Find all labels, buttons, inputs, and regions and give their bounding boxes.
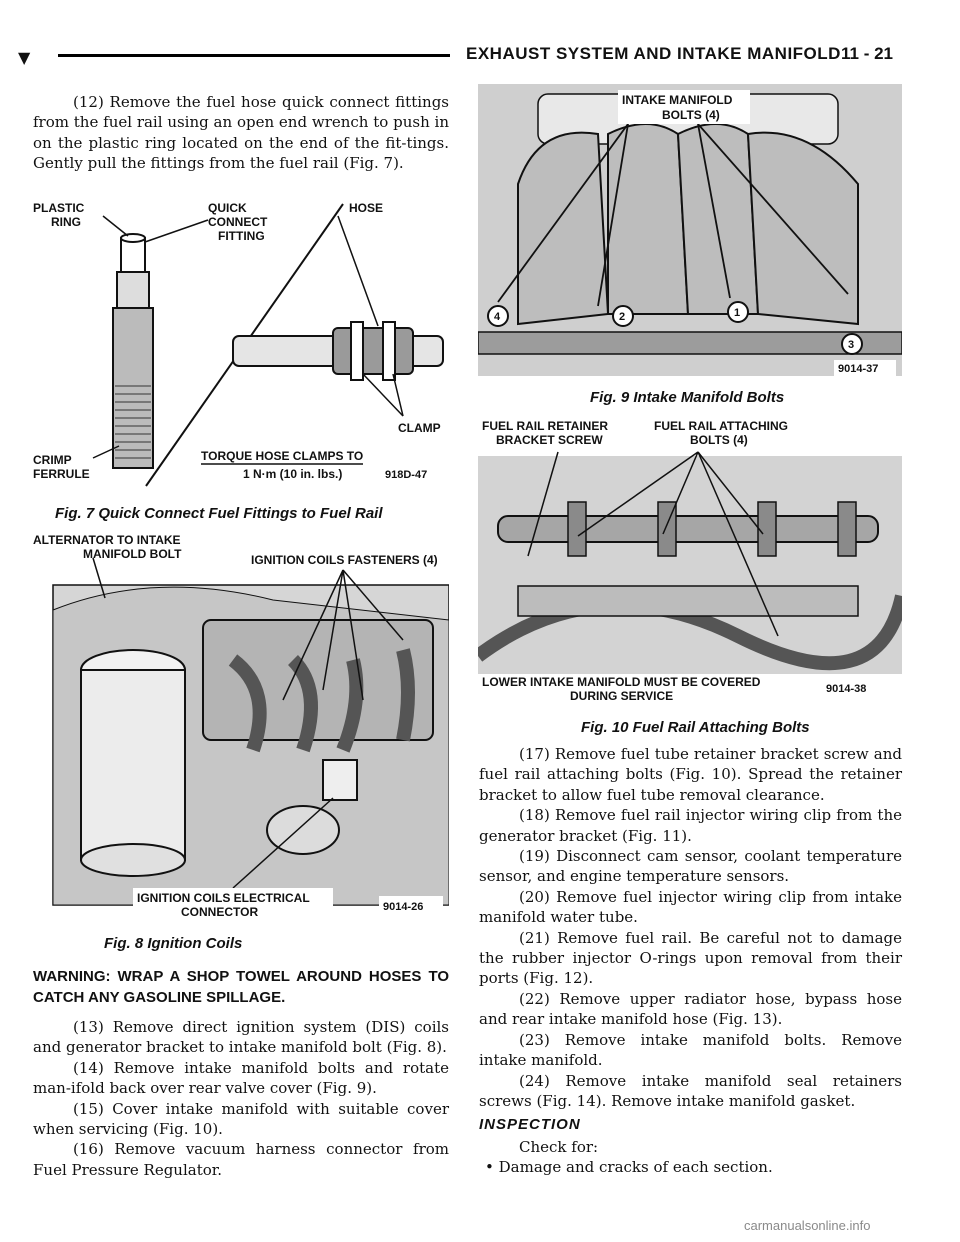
fig8-illustration xyxy=(33,530,449,926)
fig9-figure-id: 9014-37 xyxy=(838,363,879,375)
step-15-text: (15) Cover intake manifold with suitable cover when servicing (Fig. 10). xyxy=(33,1099,449,1139)
fig9-bolt-3: 3 xyxy=(848,339,855,351)
fig10-label-attaching-bolts: BOLTS (4) xyxy=(690,433,748,447)
step-13-text: (13) Remove direct ignition system (DIS) coils and generator bracket to intake manifold bolt (Fig. 8). xyxy=(33,1018,449,1057)
page-number: 11 - 21 xyxy=(841,44,893,63)
step-22-text: (22) Remove upper radiator hose, bypass hose and rear intake manifold hose (Fig. 13). xyxy=(479,989,902,1029)
fig9-bolt-1: 1 xyxy=(734,307,741,319)
step-24-text: (24) Remove intake manifold seal retainers screws (Fig. 14). Remove intake manifold gasket. xyxy=(479,1071,902,1110)
inspection-heading: INSPECTION xyxy=(479,1116,581,1133)
fig7-label-ferrule: FERRULE xyxy=(33,467,90,481)
fig7-label-connect: CONNECT xyxy=(208,215,268,229)
inspection-block xyxy=(479,1137,902,1178)
fig10-label-lower: LOWER INTAKE MANIFOLD MUST BE COVERED xyxy=(482,675,761,689)
fig9-caption: Fig. 9 Intake Manifold Bolts xyxy=(590,389,785,406)
fig7-label-clamp: CLAMP xyxy=(398,421,441,435)
step-21-text: (21) Remove fuel rail. Be careful not to damage the rubber injector O-rings upon removal from their ports (Fig. 12). xyxy=(479,928,902,988)
left-steps-block xyxy=(33,1017,449,1180)
header-rule xyxy=(58,54,450,57)
fig7-caption: Fig. 7 Quick Connect Fuel Fittings to Fuel Rail xyxy=(55,505,383,522)
fig7-illustration xyxy=(33,196,449,492)
fig10-label-service: DURING SERVICE xyxy=(570,689,674,703)
step-18-text: (18) Remove fuel rail injector wiring clip from the generator bracket (Fig. 11). xyxy=(479,806,902,845)
right-steps-block xyxy=(479,744,902,1111)
section-title: EXHAUST SYSTEM AND INTAKE MANIFOLD xyxy=(466,44,841,63)
fig7-figure-id: 918D-47 xyxy=(385,469,428,481)
fig8-label-connector-2: CONNECTOR xyxy=(181,905,259,919)
bullet-icon: • xyxy=(485,1158,494,1177)
step-20-text: (20) Remove fuel injector wiring clip from intake manifold water tube. xyxy=(479,887,902,927)
fig9-label-bolts: BOLTS (4) xyxy=(662,108,720,122)
watermark: carmanualsonline.info xyxy=(744,1218,871,1233)
bullet-list-item xyxy=(479,1157,902,1177)
step-19-text: (19) Disconnect cam sensor, coolant temperature sensor, and engine temperature sensors. xyxy=(479,847,902,886)
fig8-label-connector: IGNITION COILS ELECTRICAL xyxy=(137,891,310,905)
fig8-label-manifold-bolt: MANIFOLD BOLT xyxy=(83,547,182,561)
bullet-1-text: Damage and cracks of each section. xyxy=(498,1158,773,1177)
page-header xyxy=(18,44,942,70)
step-12-text: (12) Remove the fuel hose quick connect fittings from the fuel rail using an open end wrench to push in on the plastic ring located on the end of the fit-tings. Gently pull the fittings from the fuel rail (Fig. 7). xyxy=(33,93,449,173)
step-17-text: (17) Remove fuel tube retainer bracket screw and fuel rail attaching bolts (Fig. 10). Spread the retainer bracket to allow fuel tube removal clearance. xyxy=(479,745,902,804)
fig7-label-ring: RING xyxy=(51,215,81,229)
step-12-block xyxy=(33,92,449,174)
fig9-label-intake: INTAKE MANIFOLD xyxy=(622,93,733,107)
step-23-text: (23) Remove intake manifold bolts. Remove intake manifold. xyxy=(479,1030,902,1070)
fig7-label-fitting: FITTING xyxy=(218,229,265,243)
triangle-icon: ▼ xyxy=(18,48,31,67)
warning-text: WARNING: WRAP A SHOP TOWEL AROUND HOSES TO CATCH ANY GASOLINE SPILLAGE. xyxy=(33,968,449,1006)
fig7-label-torque-value: 1 N·m (10 in. lbs.) xyxy=(243,467,343,481)
fig8-figure-id: 9014-26 xyxy=(383,901,424,913)
fig10-figure-id: 9014-38 xyxy=(826,683,867,695)
fig10-caption: Fig. 10 Fuel Rail Attaching Bolts xyxy=(581,719,810,736)
fig7-label-torque: TORQUE HOSE CLAMPS TO xyxy=(201,449,364,463)
fig9-illustration xyxy=(478,84,902,376)
fig7-label-quick: QUICK xyxy=(208,201,247,215)
fig8-label-fasteners: IGNITION COILS FASTENERS (4) xyxy=(251,553,438,567)
fig8-caption: Fig. 8 Ignition Coils xyxy=(104,935,243,952)
fig10-label-retainer: FUEL RAIL RETAINER xyxy=(482,419,609,433)
fig7-label-crimp: CRIMP xyxy=(33,453,72,467)
check-for-text: Check for: xyxy=(519,1138,599,1156)
step-14-text: (14) Remove intake manifold bolts and rotate man-ifold back over rear valve cover (Fig. 9). xyxy=(33,1058,449,1098)
fig7-label-plastic: PLASTIC xyxy=(33,201,85,215)
fig10-label-attaching: FUEL RAIL ATTACHING xyxy=(654,419,788,433)
fig10-illustration xyxy=(478,416,902,706)
fig7-label-hose: HOSE xyxy=(349,201,384,215)
step-16-text: (16) Remove vacuum harness connector from Fuel Pressure Regulator. xyxy=(33,1140,449,1179)
fig8-label-alternator: ALTERNATOR TO INTAKE xyxy=(33,533,181,547)
fig9-bolt-2: 2 xyxy=(619,311,626,323)
fig9-bolt-4: 4 xyxy=(494,311,501,323)
fig10-label-bracket-screw: BRACKET SCREW xyxy=(496,433,603,447)
